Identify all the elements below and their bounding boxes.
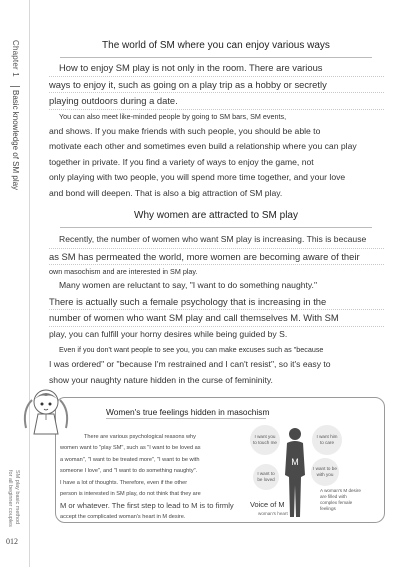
mascot-girl-illustration (18, 380, 74, 442)
column-line: women want to "play SM", such as "I want to be loved as (60, 445, 201, 452)
column-title: Women's true feelings hidden in masochism (106, 407, 270, 417)
thought-bubble: I want to be with you (311, 458, 339, 486)
text-line: I was ordered" or "because I'm restrained and I can't resist", so it's easy to (49, 359, 331, 370)
text-line: own masochism and are interested in SM play. (49, 267, 198, 277)
thought-bubble: I want you to touch me (250, 425, 280, 455)
section-heading (60, 210, 372, 221)
text-line: show your naughty nature hidden in the curse of femininity. (49, 374, 273, 385)
voice-label: Voice of M (250, 500, 285, 509)
text-line: Many women are reluctant to say, "I want to do something naughty." (59, 280, 318, 291)
sidebar-divider (10, 86, 20, 87)
column-body (60, 432, 262, 524)
section-body (49, 60, 384, 201)
column-line: I have a lot of thoughts. Therefore, even if the other (60, 479, 188, 486)
column-title-rule (106, 418, 266, 419)
text-line: together in private. If you find a variety of ways to enjoy the game, not (49, 156, 314, 167)
thought-bubble: I want to be loved (253, 464, 279, 490)
chapter-sidebar (0, 0, 30, 567)
heading-rule (60, 227, 372, 228)
text-line: and bond will deepen. That is also a big attraction of SM play. (49, 187, 283, 198)
text-line: only playing with two people, you will spend more time together, and your love (49, 172, 346, 183)
text-line: motivate each other and sometimes even build a relationship where you can play (49, 141, 357, 152)
text-line: ways to enjoy it, such as going on a play trip as a hobby or secretly (49, 77, 384, 94)
voice-sublabel: woman's heart (258, 511, 288, 516)
column-line: M or whatever. The first step to lead to M is to firmly (60, 501, 234, 511)
column-line: person is interested in SM play, do not think that they are (60, 491, 201, 498)
column-line: There are various psychological reasons why (84, 434, 196, 440)
text-line: You can also meet like-minded people by going to SM bars, SM events, (59, 111, 287, 121)
column-line: someone I love", and "I want to do something naughty". (60, 468, 198, 475)
figure-letter: M (291, 457, 299, 467)
section-heading-text: Why women are attracted to SM play (126, 210, 306, 221)
book-title-line: SM play basic method (14, 470, 20, 525)
page-number: 012 (6, 537, 18, 546)
section-heading (60, 40, 372, 51)
heading-rule (60, 57, 372, 58)
diagram-note: A woman's M desire are filled with complex female feelings (320, 488, 361, 511)
text-line: How to enjoy SM play is not only in the room. There are various (49, 60, 384, 77)
text-line: Even if you don't want people to see you, you can make excuses such as "because (59, 345, 324, 355)
chapter-label: Chapter 1 (11, 40, 20, 77)
text-line: number of women who want SM play and call themselves M. With SM (49, 310, 384, 327)
chapter-title: Basic knowledge of SM play (11, 90, 20, 191)
column-line: accept the complicated woman's heart in M desire. (60, 514, 186, 521)
text-line: There is actually such a female psychology that is increasing in the (49, 294, 384, 311)
book-title (6, 470, 20, 527)
text-line: Recently, the number of women who want SM play is increasing. This is because (49, 232, 384, 249)
text-line: as SM has permeated the world, more women are becoming aware of their (49, 249, 384, 266)
section-body (49, 232, 384, 388)
thought-bubble: I want him to care (312, 425, 342, 455)
text-line: playing outdoors during a date. (49, 93, 384, 110)
text-line: play, you can fulfill your horny desires while being guided by S. (49, 328, 288, 339)
column-line: a woman", "I want to be treated more", "I want to be with (60, 456, 200, 463)
section-heading-text: The world of SM where you can enjoy various ways (94, 40, 338, 51)
woman-silhouette-illustration (283, 427, 307, 519)
text-line: and shows. If you make friends with such people, you should be able to (49, 125, 321, 136)
book-title-line: for all beginner couples (7, 470, 13, 527)
